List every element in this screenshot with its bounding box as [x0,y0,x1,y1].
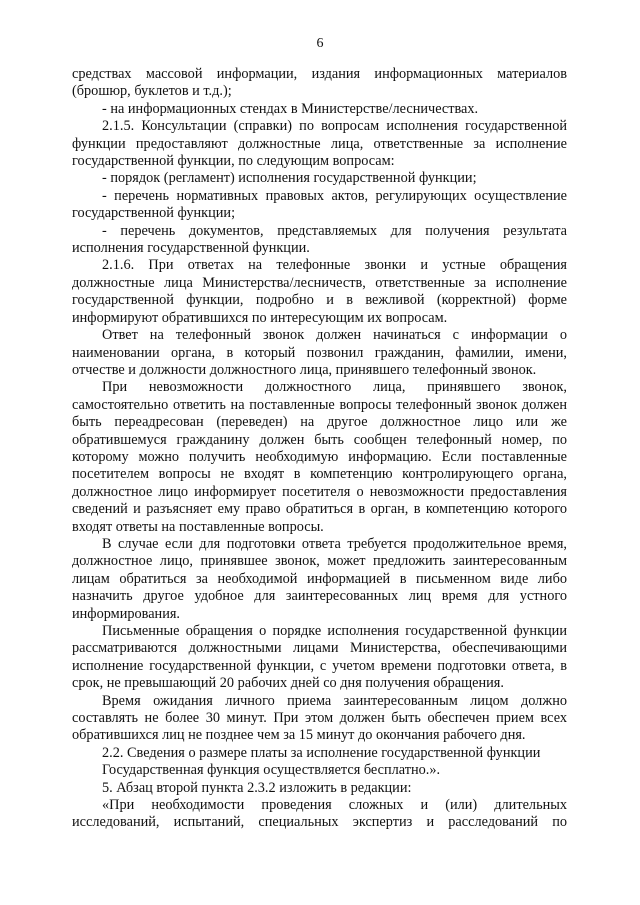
paragraph-10: В случае если для подготовки ответа требуется продолжительное время, должностное лицо, принявшее звонок, может предложить заинтересованным лицам обратиться за необходимой информацией в письменном виде либо назначить другое удобное для заинтересованных лиц время для устного информирования. [72,535,567,622]
paragraph-7: 2.1.6. При ответах на телефонные звонки и устные обращения должностные лица Министерства/лесничеств, ответственные за исполнение государственной функции, подробно и в вежливой (корректной) форме информируют обратившихся по интересующим их вопросам. [72,257,567,326]
paragraph-9: При невозможности должностного лица, принявшего звонок, самостоятельно ответить на поставленные вопросы телефонный звонок должен быть переадресован (переведен) на другое должностное лицо или же обратившемуся гражданину должен быть сообщен телефонный номер, по которому можно получить необходимую информацию. Если поставленные посетителем вопросы не входят в компетенцию контролирующего органа, должностное лицо информирует посетителя о невозможности предоставления сведений и разъясняет ему право обратиться в орган, в компетенцию которого входят ответы на поставленные вопросы. [72,379,567,535]
paragraph-13: 2.2. Сведения о размере платы за исполнение государственной функции [102,744,541,761]
paragraph-8: Ответ на телефонный звонок должен начинаться с информации о наименовании органа, в который позвонил гражданин, фамилии, имени, отчестве и должности должностного лица, принявшего телефонный звонок. [72,327,567,378]
paragraph-11: Письменные обращения о порядке исполнения государственной функции рассматриваются должностными лицами Министерства, обеспечивающими исполнение государственной функции, с учетом времени подготовки ответа, в срок, не превышающий 20 рабочих дней со дня получения обращения. [72,623,567,692]
paragraph-6: - перечень документов, представляемых для получения результата исполнения государственной функции. [72,222,567,257]
paragraph-3: 2.1.5. Консультации (справки) по вопросам исполнения государственной функции предоставляют должностные лица, ответственные за исполнение государственной функции, по следующим вопросам: [72,118,567,170]
paragraph-1: средствах массовой информации, издания информационных материалов (брошюр, буклетов и т.д.); [72,66,567,100]
paragraph-14: Государственная функция осуществляется бесплатно.». [102,762,441,779]
paragraph-5: - перечень нормативных правовых актов, регулирующих осуществление государственной функции; [72,187,567,222]
paragraph-2: - на информационных стендах в Министерстве/лесничествах. [102,100,479,117]
paragraph-15: 5. Абзац второй пункта 2.3.2 изложить в редакции: [102,779,412,796]
paragraph-12: Время ожидания личного приема заинтересованным лицом должно составлять не более 30 минут. При этом должен быть обеспечен прием всех обратившихся лиц не позднее чем за 15 минут до окончания рабочего дня. [72,692,567,744]
paragraph-16: «При необходимости проведения сложных и (или) длительных исследований, испытаний, специальных экспертиз и расследований по [72,797,567,831]
document-body [72,66,567,832]
page-number: 6 [316,36,324,51]
paragraph-4: - порядок (регламент) исполнения государственной функции; [102,170,477,187]
